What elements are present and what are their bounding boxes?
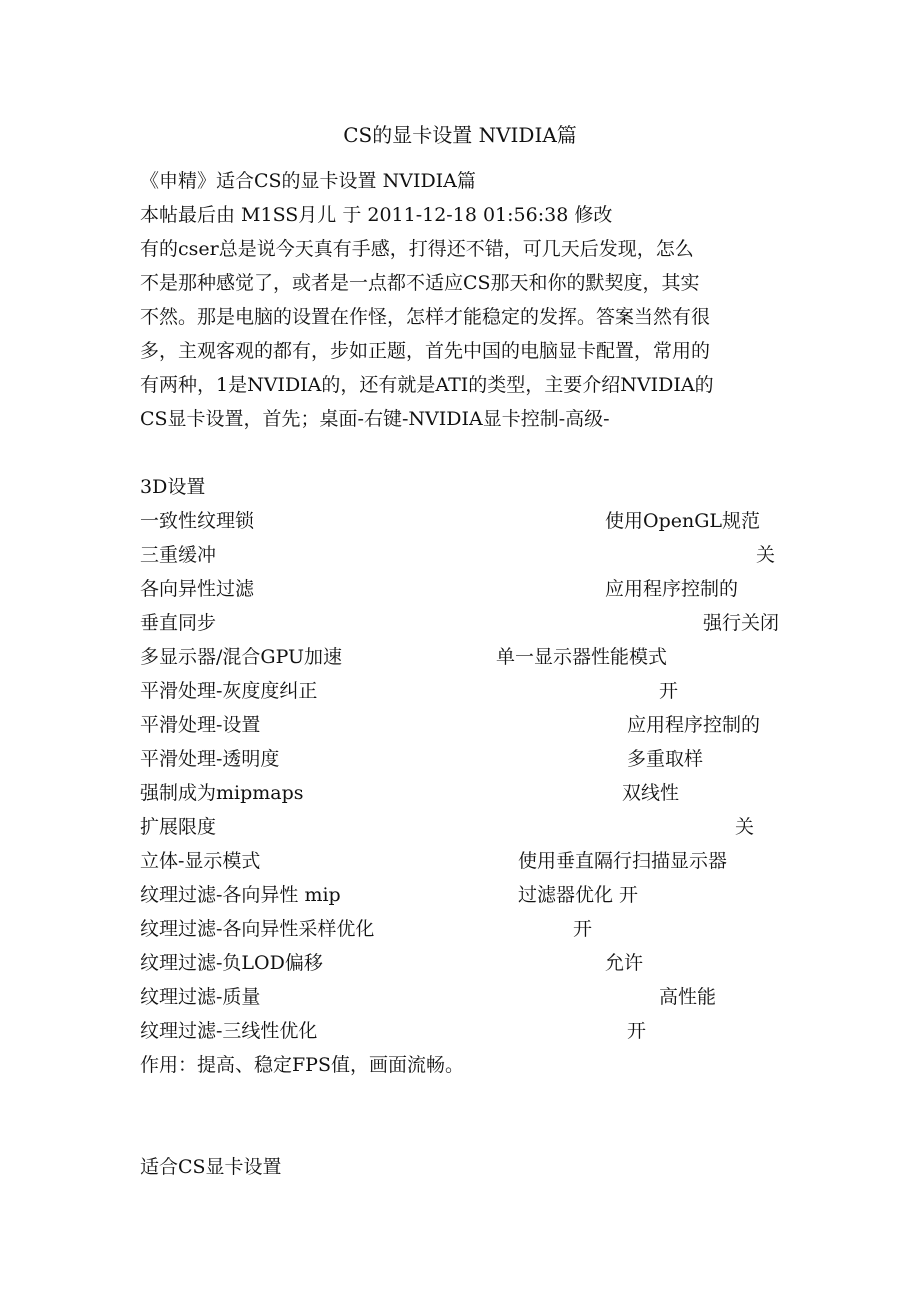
setting-name: 三重缓冲 (140, 544, 217, 566)
effect-note: 作用：提高、稳定FPS值，画面流畅。 (140, 1054, 464, 1076)
setting-value: 使用垂直隔行扫描显示器 (518, 850, 728, 872)
setting-value: 关 (756, 544, 776, 566)
paragraph-line: CS显卡设置，首先；桌面-右键-NVIDIA显卡控制-高级- (140, 408, 610, 430)
paragraph-line: 不然。那是电脑的设置在作怪，怎样才能稳定的发挥。答案当然有很 (140, 306, 711, 328)
setting-value: 使用OpenGL规范 (605, 510, 761, 532)
setting-name: 强制成为mipmaps (140, 782, 304, 804)
setting-name: 纹理过滤-质量 (140, 986, 261, 1008)
setting-name: 各向异性过滤 (140, 578, 255, 600)
subtitle: 《申精》适合CS的显卡设置 NVIDIA篇 (140, 170, 476, 192)
setting-name: 纹理过滤-三线性优化 (140, 1020, 318, 1042)
setting-name: 纹理过滤-各向异性 mip (140, 884, 341, 906)
setting-value: 应用程序控制的 (605, 578, 739, 600)
setting-name: 平滑处理-灰度度纠正 (140, 680, 318, 702)
setting-name: 平滑处理-设置 (140, 714, 261, 736)
setting-name: 纹理过滤-负LOD偏移 (140, 952, 323, 974)
setting-value: 应用程序控制的 (627, 714, 761, 736)
setting-value: 允许 (605, 952, 644, 974)
setting-value: 开 (627, 1020, 647, 1042)
setting-value: 高性能 (659, 986, 717, 1008)
setting-value: 开 (659, 680, 679, 702)
setting-name: 平滑处理-透明度 (140, 748, 280, 770)
setting-value: 过滤器优化 开 (518, 884, 639, 906)
setting-value: 开 (573, 918, 593, 940)
setting-name: 立体-显示模式 (140, 850, 261, 872)
setting-value: 多重取样 (627, 748, 704, 770)
paragraph-line: 不是那种感觉了，或者是一点都不适应CS那天和你的默契度，其实 (140, 272, 700, 294)
footer-heading: 适合CS显卡设置 (140, 1156, 282, 1178)
settings-heading: 3D设置 (140, 476, 206, 498)
setting-name: 扩展限度 (140, 816, 217, 838)
document-title: CS的显卡设置 NVIDIA篇 (343, 123, 577, 147)
setting-name: 一致性纹理锁 (140, 510, 255, 532)
setting-value: 强行关闭 (703, 612, 780, 634)
setting-name: 纹理过滤-各向异性采样优化 (140, 918, 375, 940)
setting-value: 双线性 (622, 782, 680, 804)
setting-name: 多显示器/混合GPU加速 (140, 646, 343, 668)
paragraph-line: 多，主观客观的都有，步如正题，首先中国的电脑显卡配置，常用的 (140, 340, 711, 362)
setting-value: 关 (735, 816, 755, 838)
setting-name: 垂直同步 (140, 612, 217, 634)
paragraph-line: 有两种，1是NVIDIA的，还有就是ATI的类型，主要介绍NVIDIA的 (140, 374, 714, 396)
setting-value: 单一显示器性能模式 (496, 646, 668, 668)
paragraph-line: 有的cser总是说今天真有手感，打得还不错，可几天后发现，怎么 (140, 238, 694, 260)
edit-note: 本帖最后由 M1SS月儿 于 2011-12-18 01:56:38 修改 (140, 204, 613, 226)
